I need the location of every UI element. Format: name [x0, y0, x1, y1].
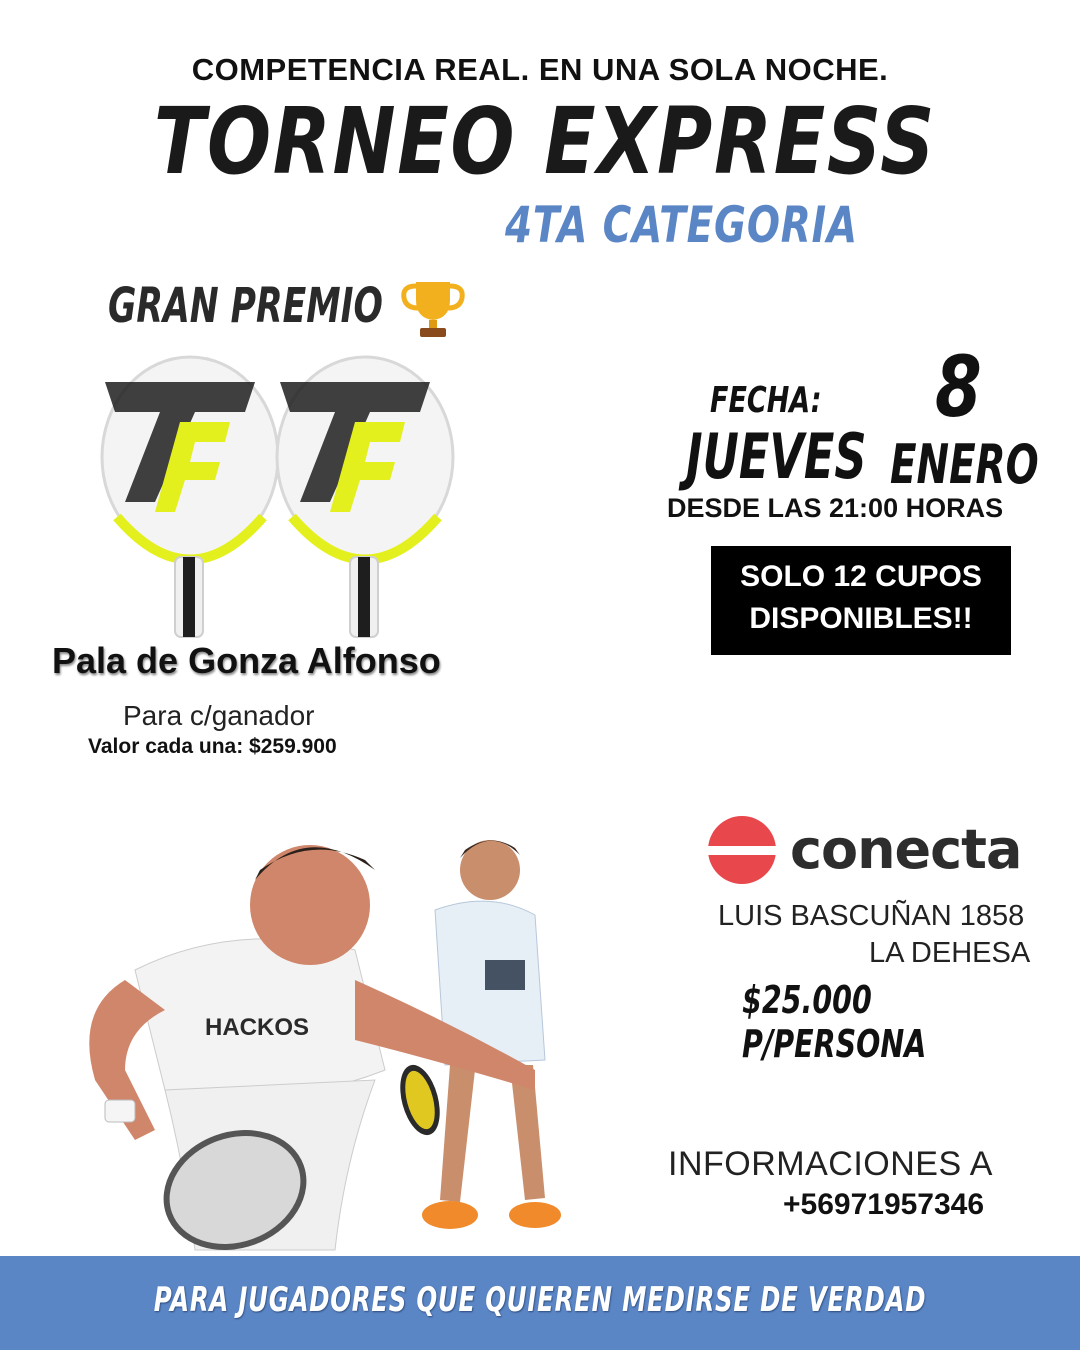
event-time: DESDE LAS 21:00 HORAS: [667, 493, 1004, 523]
event-title: TORNEO EXPRESS: [153, 88, 937, 195]
racket-left: [102, 357, 278, 637]
prize-item: Pala de Gonza Alfonso: [52, 640, 441, 681]
prize-value: Valor cada una: $259.900: [88, 735, 337, 758]
category-label: 4TA CATEGORIA: [505, 196, 858, 254]
footer-slogan: PARA JUGADORES QUE QUIEREN MEDIRSE DE VERDAD: [153, 1280, 927, 1320]
contact-label: INFORMACIONES A: [668, 1145, 993, 1183]
date-label: FECHA:: [710, 380, 822, 421]
svg-text:HACKOS: HACKOS: [205, 1014, 310, 1041]
date-month: ENERO: [890, 433, 1039, 496]
trophy-icon: [398, 278, 468, 340]
players-photo: [55, 810, 565, 1260]
conecta-logo-icon: [707, 815, 777, 885]
venue-brand: conecta: [790, 818, 1022, 881]
spots-line-2: DISPONIBLES!!: [749, 602, 973, 635]
venue-address-line-2: LA DEHESA: [869, 937, 1031, 969]
racket-right: [277, 357, 453, 637]
spots-banner: [711, 546, 1011, 655]
venue-address-line-1: LUIS BASCUÑAN 1858: [718, 900, 1025, 932]
date-day-number: 8: [935, 338, 982, 436]
prize-heading: GRAN PREMIO: [108, 278, 383, 334]
entry-price: $25.000 P/PERSONA: [742, 978, 927, 1066]
tagline: COMPETENCIA REAL. EN UNA SOLA NOCHE.: [191, 52, 889, 87]
prize-per-winner: Para c/ganador: [123, 700, 315, 731]
spots-line-1: SOLO 12 CUPOS: [740, 560, 982, 593]
contact-phone[interactable]: +56971957346: [783, 1188, 985, 1221]
date-weekday: JUEVES: [686, 420, 867, 493]
racket-pair-image: [95, 352, 475, 642]
